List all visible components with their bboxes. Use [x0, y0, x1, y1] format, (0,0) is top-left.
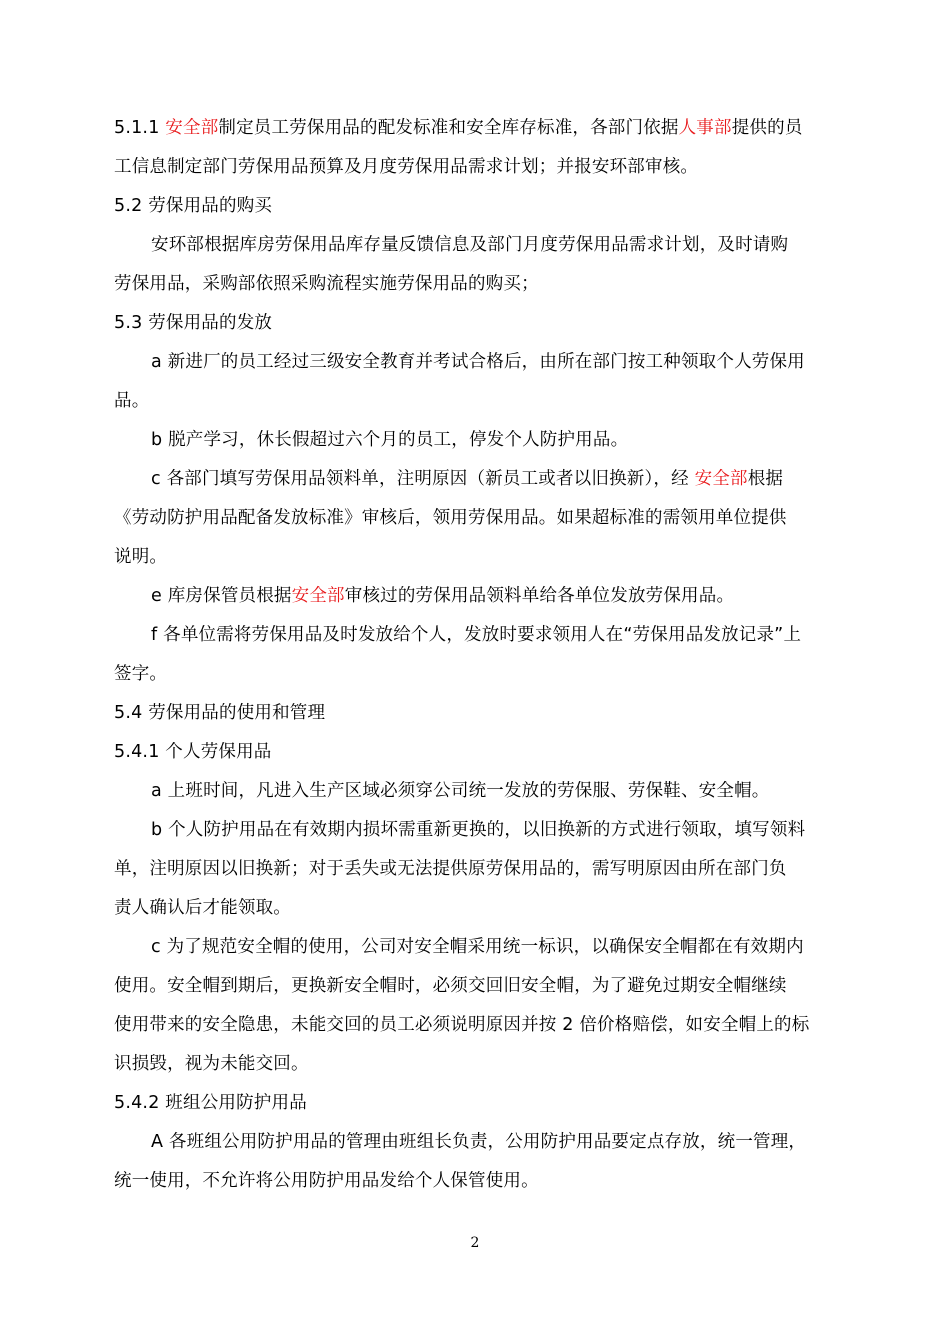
item-f-line-2: 签字。 [114, 664, 168, 684]
item-c-line-3: 说明。 [114, 547, 168, 567]
dept-highlight: 安全部 [291, 586, 345, 606]
item-f-line-1: f 各单位需将劳保用品及时发放给个人，发放时要求领用人在“劳保用品发放记录”上 [151, 625, 802, 645]
paragraph-5-1-1-line-2: 工信息制定部门劳保用品预算及月度劳保用品需求计划；并报安环部审核。 [114, 157, 699, 177]
item-b: b 脱产学习，休长假超过六个月的员工，停发个人防护用品。 [151, 430, 629, 450]
dept-highlight: 安全部 [694, 469, 748, 489]
heading-5-4-2: 5.4.2 班组公用防护用品 [114, 1093, 307, 1113]
text-segment: 根据 [747, 469, 784, 489]
dept-highlight: 人事部 [678, 118, 732, 138]
paragraph-5-2-line-1: 安环部根据库房劳保用品库存量反馈信息及部门月度劳保用品需求计划，及时请购 [151, 235, 789, 255]
paragraph-5-2-line-2: 劳保用品，采购部依照采购流程实施劳保用品的购买； [114, 274, 539, 294]
page-number: 2 [470, 1235, 480, 1251]
item-e [151, 583, 734, 609]
sub1-item-c-line-4: 识损毁，视为未能交回。 [114, 1054, 309, 1074]
text-segment: 提供的员 [731, 118, 803, 138]
sub2-item-a-line-2: 统一使用，不允许将公用防护用品发给个人保管使用。 [114, 1171, 539, 1191]
sub1-item-b-line-3: 责人确认后才能领取。 [114, 898, 291, 918]
heading-5-2: 5.2 劳保用品的购买 [114, 196, 273, 216]
dept-highlight: 安全部 [165, 118, 219, 138]
sub1-item-a: a 上班时间，凡进入生产区域必须穿公司统一发放的劳保服、劳保鞋、安全帽。 [151, 781, 770, 801]
text-segment: 审核过的劳保用品领料单给各单位发放劳保用品。 [344, 586, 735, 606]
heading-5-3: 5.3 劳保用品的发放 [114, 313, 273, 333]
section-number: 5.1.1 [114, 118, 166, 138]
paragraph-5-1-1-line-1 [114, 115, 803, 141]
item-c-line-1 [151, 466, 783, 492]
item-a-line-2: 品。 [114, 391, 150, 411]
sub1-item-c-line-2: 使用。安全帽到期后，更换新安全帽时，必须交回旧安全帽，为了避免过期安全帽继续 [114, 976, 787, 996]
sub1-item-c-line-3: 使用带来的安全隐患，未能交回的员工必须说明原因并按 2 倍价格赔偿，如安全帽上的标 [114, 1015, 810, 1035]
heading-5-4: 5.4 劳保用品的使用和管理 [114, 703, 326, 723]
sub1-item-b-line-1: b 个人防护用品在有效期内损坏需重新更换的，以旧换新的方式进行领取，填写领料 [151, 820, 806, 840]
sub2-item-a-line-1: A 各班组公用防护用品的管理由班组长负责，公用防护用品要定点存放，统一管理， [151, 1132, 807, 1152]
heading-5-4-1: 5.4.1 个人劳保用品 [114, 742, 272, 762]
text-segment: 制定员工劳保用品的配发标准和安全库存标准，各部门依据 [218, 118, 679, 138]
sub1-item-c-line-1: c 为了规范安全帽的使用，公司对安全帽采用统一标识，以确保安全帽都在有效期内 [151, 937, 804, 957]
text-segment: c 各部门填写劳保用品领料单，注明原因（新员工或者以旧换新），经 [151, 469, 695, 489]
item-a-line-1: a 新进厂的员工经过三级安全教育并考试合格后，由所在部门按工种领取个人劳保用 [151, 352, 805, 372]
text-segment: e 库房保管员根据 [151, 586, 292, 606]
item-c-line-2: 《劳动防护用品配备发放标准》审核后，领用劳保用品。如果超标准的需领用单位提供 [114, 508, 787, 528]
sub1-item-b-line-2: 单，注明原因以旧换新；对于丢失或无法提供原劳保用品的，需写明原因由所在部门负 [114, 859, 787, 879]
